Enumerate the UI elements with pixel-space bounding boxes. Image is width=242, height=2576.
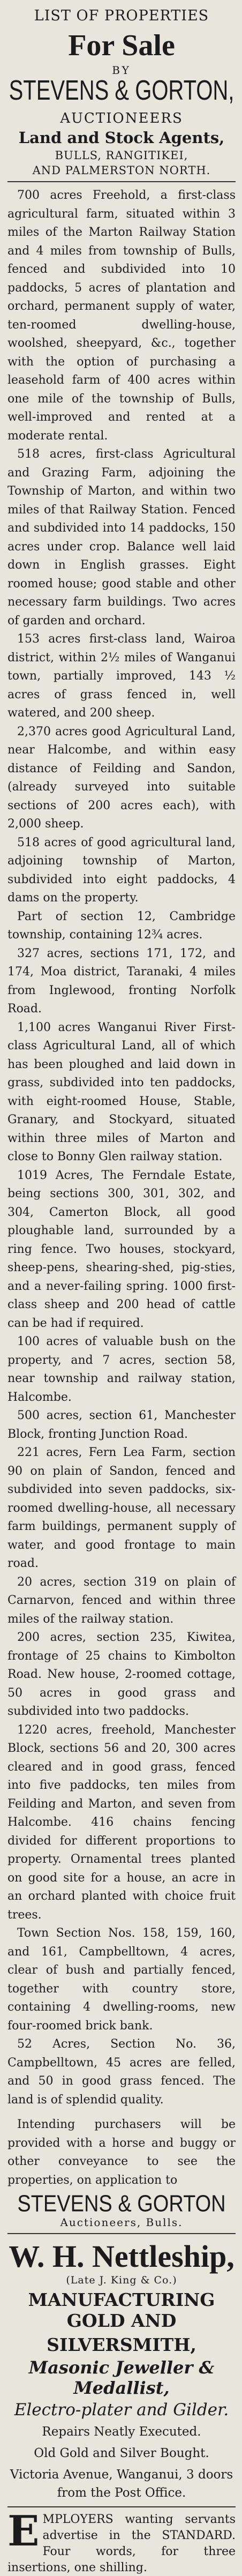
nettleship-late: (Late J. King & Co.) [66,2274,177,2286]
property-listing: 52 Acres, Section No. 36, Campbelltown, 45 acres are felled, and 50 in good grass fenced. The land is of splendid quality. [7,2037,236,2107]
town-label-2: AND PALMERSTON NORTH. [32,164,211,177]
employers-text: MPLOYERS wanting servants advertise in the STANDARD. Four words, for three insertions, one shilling. [7,2513,236,2574]
by-line: BY [112,64,131,77]
footer-firm-name: STEVENS & GORTON [17,2191,226,2217]
property-listing: 1,100 acres Wanganui River First-class Agricultural Land, all of which has been ploughed and laid down in grass, subdivided into ten paddocks, with eight-roomed House, Stable, Granary, and Stockyard, situated within three miles of Marton and close to Bonny Glen railway station. [7,1020,236,1163]
nettleship-trade-2: SILVERSMITH, [47,2334,196,2355]
nettleship-address: Victoria Avenue, Wanganui, 3 doors from the Post Office. [10,2468,233,2500]
property-listing: 1220 acres, freehold, Manchester Block, sections 56 and 20, 300 acres cleared and in good grass, fenced into five paddocks, ten miles from Feilding and Marton, and seven from Halcombe. 416 chains fencing divided for different proportions to property. Ornamental trees planted on good site for a house, an acre in an orchard planted with choice fruit trees. [7,1723,236,1922]
nettleship-repairs: Repairs Neatly Executed. [42,2425,201,2439]
property-listing: 700 acres Freehold, a first-class agricultural farm, situated within 3 miles of the Marton Railway Station and 4 miles from township of Bulls, fenced and subdivided into 10 paddocks, 5 acres of plantation and orchard, permanent supply of water, ten-roomed dwelling-house, woolshed, sheepyard, &c., together with the option of purchasing a leasehold farm of 400 acres within one mile of the township of Bulls, well-improved and rented at a moderate rental. [7,189,236,443]
divider [7,181,236,182]
agents-label: Land and Stock Agents, [18,129,225,147]
list-title: LIST OF PROPERTIES [34,8,209,24]
property-listing: 327 acres, sections 171, 172, and 174, Moa district, Taranaki, 4 miles from Inglewood, fronting Norfolk Road. [7,946,236,1016]
property-listing: 100 acres of valuable bush on the property, and 7 acres, section 58, near township and railway station, Halcombe. [7,1335,236,1404]
property-listing: 153 acres first-class land, Wairoa district, within 2½ miles of Wanganui town, partially improved, 143 ½ acres of grass fenced in, well watered, and 200 sheep. [7,632,236,720]
drop-cap: E [7,2507,40,2556]
nettleship-trade-1: MANUFACTURING GOLD AND [28,2289,215,2331]
divider [7,2233,236,2234]
town-label: BULLS, RANGITIKEI, [55,149,188,162]
property-listing: 1019 Acres, The Ferndale Estate, being sections 300, 301, 302, and 304, Camerton Block, all good ploughable land, surrounded by a ring fence. Two houses, stockyard, sheep-pens, shearing-shed, pig-sties, and a never-failing spring. 1000 first-class sheep and 200 head of cattle can be had if required. [7,1168,236,1330]
footer-firm-subtitle: Auctioneers, Bulls. [60,2216,183,2229]
property-listing: Town Section Nos. 158, 159, 160, and 161, Campbelltown, 4 acres, clear of bush and partially fenced, together with country store, containing 4 dwelling-rooms, new four-roomed brick bank. [7,1927,236,2033]
property-listing: 20 acres, section 319 on plain of Carnarvon, fenced and within three miles of the railway station. [7,1575,236,1626]
property-listing: 518 acres, first-class Agricultural and Grazing Farm, adjoining the Township of Marton, and within two miles of that Railway Station. Fenced and subdivided into 14 paddocks, 150 acres under crop. Balance well laid down in English grasses. Eight roomed house; good stable and other necessary farm buildings. Two acres of garden and orchard. [7,447,236,628]
property-listing: 221 acres, Fern Lea Farm, section 90 on plain of Sandon, fenced and subdivided into seven paddocks, six-roomed dwelling-house, all necessary farm buildings, permanent supply of water, and good frontage to main road. [7,1446,236,1570]
property-list [7,186,236,2109]
nettleship-gold: Old Gold and Silver Bought. [34,2446,209,2460]
property-listing: 200 acres, section 235, Kiwitea, frontage of 25 chains to Kimbolton Road. New house, 2-roomed cottage, 50 acres in good grass and subdivided into two paddocks. [7,1631,236,1718]
nettleship-name: W. H. Nettleship, [9,2239,235,2274]
firm-name: STEVENS & GORTON, [9,75,235,106]
property-listing: Part of section 12, Cambridge township, containing 12¾ acres. [7,909,236,942]
property-listing: 2,370 acres good Agricultural Land, near Halcombe, and within easy distance of Feilding and Sandon, (already surveyed into suitable sections of 200 acres each), with 2,000 sheep. [7,725,236,831]
nettleship-masonic: Masonic Jeweller & Medallist, [28,2357,215,2398]
auctioneers-label: AUCTIONEERS [60,110,183,126]
nettleship-plater: Electro-plater and Gilder. [14,2400,229,2420]
employers-notice [7,2507,236,2576]
intending-purchasers-note: Intending purchasers will be provided with a horse and buggy or other conveyance to see the properties, on application to [7,2118,236,2187]
property-listing: 500 acres, section 61, Manchester Block, fronting Junction Road. [7,1409,236,1441]
divider [7,2506,236,2507]
property-listing: 518 acres of good agricultural land, adjoining township of Marton, subdivided into eight paddocks, 4 dams on the property. [7,835,236,905]
for-sale-heading: For Sale [68,29,175,62]
